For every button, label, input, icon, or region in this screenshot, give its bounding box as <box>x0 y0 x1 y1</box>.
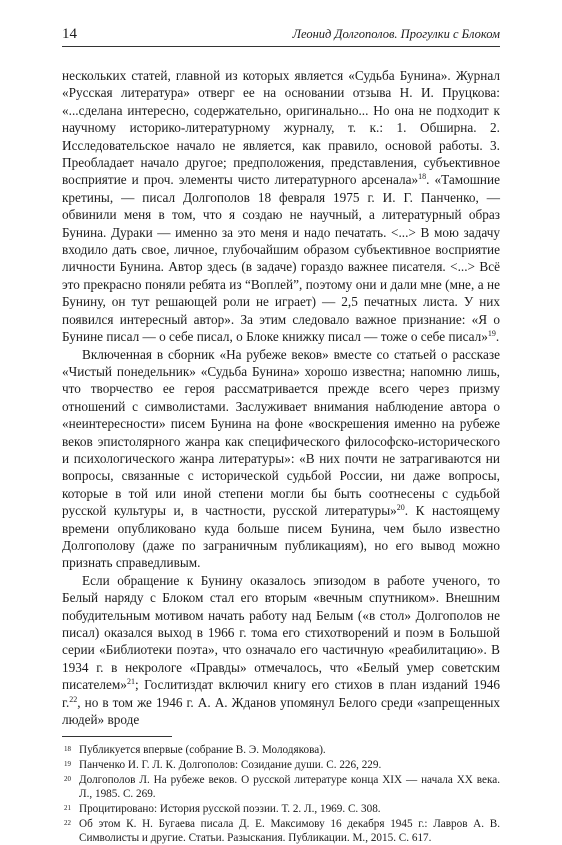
footnote <box>62 758 500 772</box>
footnote-mark: 20 <box>64 775 71 784</box>
footnote <box>62 817 500 845</box>
footnotes <box>62 743 500 845</box>
footnote <box>62 743 500 757</box>
footnote-ref: 22 <box>69 694 78 704</box>
footnote-mark: 22 <box>64 819 71 828</box>
footnote-mark: 21 <box>64 804 71 813</box>
text-run: . <box>495 329 500 345</box>
footnote-text: Панченко И. Г. Л. К. Долгополов: Созидание души. С. 226, 229. <box>79 759 382 772</box>
footnote-text: Долгополов Л. На рубеже веков. О русской литературе конца XIX — начала XX века. Л., 1985. С. 269. <box>79 774 500 801</box>
footnote <box>62 802 500 816</box>
footnote-mark: 19 <box>64 760 71 769</box>
paragraph <box>62 346 500 572</box>
footnote-ref: 18 <box>418 172 427 182</box>
paragraph <box>62 67 500 346</box>
running-title: Леонид Долгополов. Прогулки с Блоком <box>292 27 500 41</box>
footnote-text: Об этом К. Н. Бугаева писала Д. Е. Максимову 16 декабря 1945 г.: Лавров А. В. Символисты и другие. Статьи. Разыскания. Публикации. М., 2015. С. 617. <box>79 818 500 845</box>
footnote-mark: 18 <box>64 745 71 754</box>
footnote-ref: 21 <box>126 677 135 687</box>
page-number: 14 <box>62 26 77 42</box>
text-run: , но в том же 1946 г. А. А. Жданов упомянул Белого среди «запрещенных людей» вроде <box>62 694 500 728</box>
footnote-ref: 19 <box>487 329 496 339</box>
text-run: нескольких статей, главной из которых является «Судьба Бунина». Журнал «Русская литература» отверг ее на основании отзыва Н. И. Пруцкова: «...сделана интересно, содержательно, оригинально... Но она не подходит к научному историко-литературному журналу, т. к.: 1. Обширна. 2. Исследовательское начало не является, как правило, основой работы. 3. Преобладает начало другое; предположения, представления, субъективное восприятие и проч. элементы чисто литературного арсенала» <box>62 68 500 188</box>
footnote-text: Публикуется впервые (собрание В. Э. Молодякова). <box>79 744 326 757</box>
footnote-separator <box>62 736 172 737</box>
paragraph <box>62 572 500 729</box>
main-text <box>62 67 500 728</box>
text-run: . К настоящему времени опубликовано куда больше писем Бунина, чем было известно Долгополову (даже по заграничным публикациям), но его вывод можно признать справедливым. <box>62 503 500 571</box>
text-run: Включенная в сборник «На рубеже веков» вместе со статьей о рассказе «Чистый понедельник» «Судьба Бунина» хорошо известна; напомню лишь, что творчество ее героя рассматривается прежде всего через призму отношений с символистами. Заслуживает внимания наблюдение автора о «неинтересности» писем Бунина на фоне «воскрешения именно на рубеже веков эпистолярного жанра как специфического философско-исторического и психологического жанра литературы»: «В них почти не затрагиваются ни вопросы, связанные с исторической судьбой России, ни даже вопросы, которые в той или иной степени могли бы быть соотнесены с судьбой русской культуры и, в частности, русской литературы» <box>62 346 500 519</box>
footnote-text: Процитировано: История русской поэзии. Т. 2. Л., 1969. С. 308. <box>79 803 381 816</box>
footnote <box>62 773 500 801</box>
text-run: Если обращение к Бунину оказалось эпизодом в работе ученого, то Белый наряду с Блоком стал его вторым «вечным спутником». Внешним побудительным мотивом начать работу над Белым («в стол» Долгополов не писал) оказался выход в 1966 г. тома его стихотворений и поэм в Большой серии «Библиотеки поэта», что означало его частичную «реабилитацию». В 1934 г. в некрологе «Правды» отмечалось, что «Белый умер советским писателем» <box>62 572 500 693</box>
running-header <box>62 26 500 47</box>
text-run: . «Тамошние кретины, — писал Долгополов 18 февраля 1975 г. И. Г. Панченко, — обвинили меня в том, что я создаю не научный, а литературный образ Бунина. Дураки — именно за это меня и надо печатать. <...> В мою задачу входило дать свое, личное, глубочайшим образом субъективное восприятие личности Бунина. Автор здесь (в задаче) гораздо важнее писателя. <...> Всё это прекрасно поняли ребята из “Воплей”, поэтому они и дали мне (мне, а не Бунину, он тут решающей роли не играет) — 2,5 печатных листа. У них появился интересный автор». За этим следовало важное признание: «Я о Бунине писал — о себе писал, о Блоке книжку писал — тоже о себе писал» <box>62 172 500 345</box>
text-run: ; Гослитиздат включил книгу его стихов в план изданий 1946 г. <box>62 677 500 710</box>
footnote-ref: 20 <box>396 503 405 513</box>
